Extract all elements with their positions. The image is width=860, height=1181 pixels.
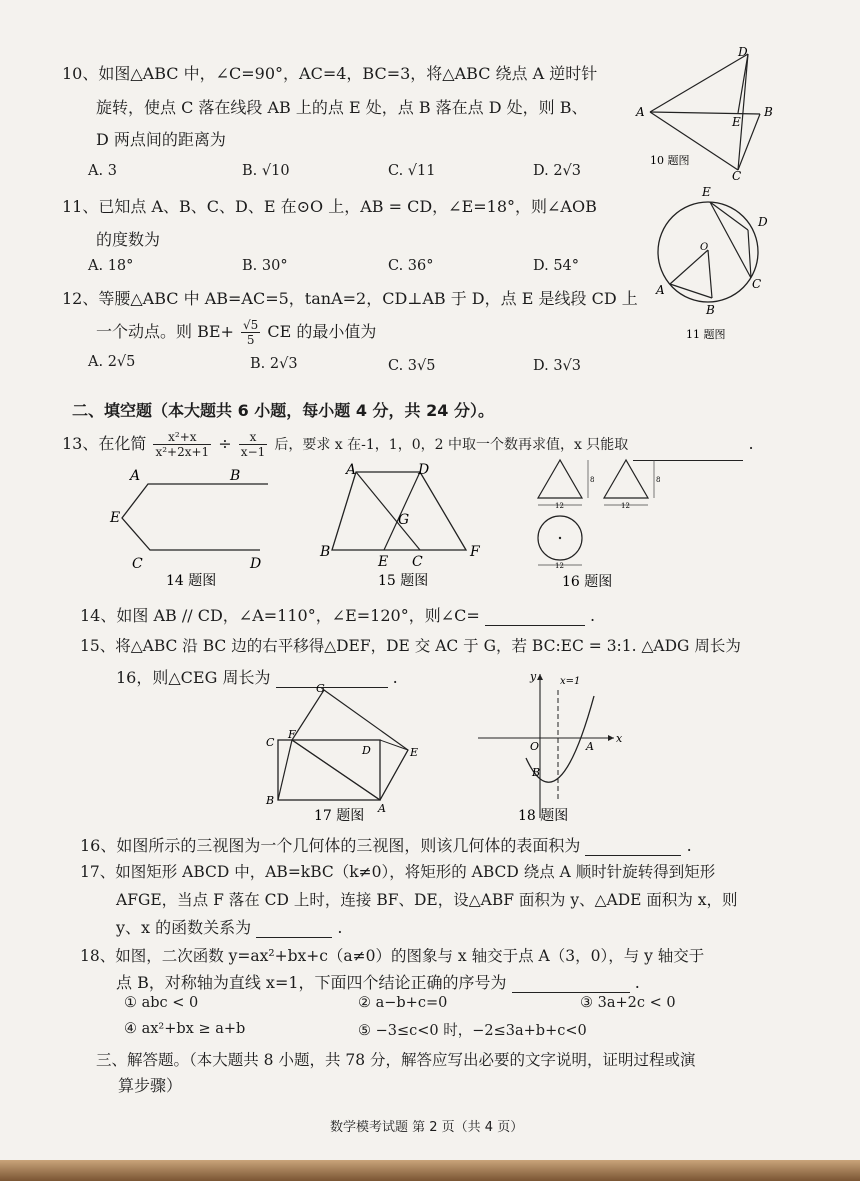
q10-option-a: A. 3 — [88, 163, 117, 179]
q11-option-a: A. 18° — [88, 258, 134, 274]
q10-option-b: B. √10 — [242, 163, 290, 179]
q14-answer-blank[interactable] — [485, 609, 585, 626]
fig10-label-a: A — [636, 105, 645, 119]
q11-option-b: B. 30° — [242, 258, 288, 274]
q12-option-a: A. 2√5 — [88, 354, 136, 370]
q18-line2-text: 点 B，对称轴为直线 x=1，下面四个结论正确的序号为 — [116, 973, 507, 992]
figure-q17 — [260, 680, 430, 825]
fig16-dim-w1: 12 — [555, 502, 564, 510]
q12-line2-post: CE 的最小值为 — [267, 322, 377, 341]
fig11-label-e: E — [702, 185, 711, 199]
q17-line3 — [116, 918, 342, 938]
q13-pre: 13、在化简 — [62, 434, 147, 453]
fig16-dim-h1: 8 — [590, 476, 595, 484]
fig15-label-g: G — [398, 512, 410, 528]
fig15-caption: 15 题图 — [378, 573, 429, 589]
fig17-label-e: E — [410, 746, 419, 759]
figure-q18 — [474, 668, 624, 826]
fig10-caption: 10 题图 — [650, 154, 690, 167]
q13-f2-den: x−1 — [240, 445, 266, 459]
q13-fraction-1 — [153, 430, 211, 459]
fig15-label-c: C — [412, 554, 423, 570]
q11-option-c: C. 36° — [388, 258, 434, 274]
fig18-label-x1: x=1 — [560, 676, 581, 687]
fig17-label-a: A — [378, 802, 386, 815]
q13-fraction-2 — [239, 430, 267, 459]
q13-div: ÷ — [218, 434, 232, 453]
fig18-label-y: y — [530, 670, 537, 683]
fig15-label-b: B — [320, 544, 331, 560]
q18-end: . — [634, 973, 640, 992]
q13-f2-num: x — [239, 430, 267, 445]
q10-option-d: D. 2√3 — [533, 163, 582, 179]
q17-line3-text: y、x 的函数关系为 — [116, 918, 252, 937]
q12-line1: 12、等腰△ABC 中 AB=AC=5，tanA=2，CD⊥AB 于 D，点 E 是线段 CD 上 — [62, 289, 638, 308]
q17-end: . — [337, 918, 343, 937]
q18-item-3: ③ 3a+2c < 0 — [580, 995, 676, 1011]
fig16-caption: 16 题图 — [562, 574, 613, 590]
q12-fraction-num: √5 — [243, 318, 259, 332]
fig17-label-b: B — [266, 794, 275, 807]
q15-line2-text: 16，则△CEG 周长为 — [116, 668, 271, 687]
fig14-label-c: C — [132, 556, 143, 572]
q14-line — [80, 606, 595, 626]
fig17-label-c: C — [266, 736, 275, 749]
q18-item-2: ② a−b+c=0 — [358, 995, 448, 1011]
fig10-label-b: B — [764, 105, 773, 119]
q12-line2-pre: 一个动点。则 BE+ — [96, 322, 234, 341]
q12-line2 — [96, 318, 376, 347]
fig11-caption: 11 题图 — [686, 328, 726, 341]
fig14-label-e: E — [110, 510, 121, 526]
q18-item-5: ⑤ −3≤c<0 时，−2≤3a+b+c<0 — [358, 1023, 587, 1039]
fig18-label-b: B — [532, 766, 541, 779]
fig18-label-x: x — [616, 732, 623, 745]
q16-answer-blank[interactable] — [585, 839, 681, 856]
fig15-label-a: A — [346, 462, 357, 478]
section-3-line2: 算步骤） — [118, 1076, 183, 1095]
figure-q14 — [100, 462, 280, 592]
q18-item-1: ① abc < 0 — [124, 995, 199, 1011]
q17-line1: 17、如图矩形 ABCD 中，AB=kBC（k≠0），将矩形的 ABCD 绕点 A 顺时针旋转得到矩形 — [80, 863, 716, 881]
fig14-caption: 14 题图 — [166, 573, 217, 589]
q12-option-c: C. 3√5 — [388, 358, 436, 374]
fig11-label-b: B — [706, 303, 715, 317]
fig10-label-c: C — [732, 169, 742, 182]
fig17-label-g: G — [316, 682, 325, 695]
q11-line2: 的度数为 — [96, 230, 161, 249]
fig16-dim-w2: 12 — [621, 502, 630, 510]
section-3-line1: 三、解答题。（本大题共 8 小题，共 78 分，解答应写出必要的文字说明，证明过程或演 — [96, 1051, 696, 1069]
fig11-label-a: A — [656, 283, 665, 297]
q14-text: 14、如图 AB // CD，∠A=110°，∠E=120°，则∠C= — [80, 606, 480, 625]
q13-post: 后，要求 x 在-1，1，0，2 中取一个数再求值，x 只能取 — [274, 437, 629, 453]
fig10-label-d: D — [738, 45, 748, 59]
q18-item-4: ④ ax²+bx ≥ a+b — [124, 1021, 246, 1037]
q16-line — [80, 836, 692, 856]
fig17-label-f: F — [288, 728, 296, 741]
q13-f1-den: x²+2x+1 — [155, 445, 210, 459]
q12-option-d: D. 3√3 — [533, 358, 582, 374]
q15-line1: 15、将△ABC 沿 BC 边的右平移得△DEF，DE 交 AC 于 G，若 BC:EC = 3:1. △ADG 周长为 — [80, 637, 741, 655]
fig16-dim-w3: 12 — [555, 562, 564, 570]
q10-line3: D 两点间的距离为 — [96, 130, 226, 149]
figure-q11 — [648, 180, 778, 345]
q10-option-c: C. √11 — [388, 163, 436, 179]
fig17-caption: 17 题图 — [314, 808, 365, 824]
q18-line2 — [116, 973, 640, 993]
q16-text: 16、如图所示的三视图为一个几何体的三视图，则该几何体的表面积为 — [80, 836, 581, 855]
fig15-label-e: E — [378, 554, 389, 570]
q17-answer-blank[interactable] — [256, 921, 332, 938]
fig18-label-a: A — [586, 740, 594, 753]
fig10-label-e: E — [732, 115, 741, 129]
figure-q16 — [530, 452, 670, 592]
q14-end: . — [589, 606, 596, 625]
fig14-label-d: D — [250, 556, 262, 572]
q12-fraction — [241, 318, 260, 347]
fig18-label-o: O — [530, 740, 540, 753]
q15-end: . — [392, 668, 398, 687]
page-edge-shadow — [0, 1160, 860, 1181]
fig15-label-f: F — [470, 544, 480, 560]
q13-f1-num: x²+x — [153, 430, 211, 445]
q11-line1: 11、已知点 A、B、C、D、E 在⊙O 上，AB = CD，∠E=18°，则∠AOB — [62, 197, 597, 216]
section-2-title: 二、填空题（本大题共 6 小题，每小题 4 分，共 24 分）。 — [72, 401, 494, 420]
q10-line2: 旋转，使点 C 落在线段 AB 上的点 E 处，点 B 落在点 D 处，则 B、 — [96, 98, 588, 117]
q12-option-b: B. 2√3 — [250, 356, 298, 372]
page-footer: 数学模考试题 第 2 页（共 4 页） — [330, 1120, 524, 1135]
fig11-label-c: C — [752, 277, 762, 291]
q13-end: . — [748, 434, 754, 453]
q11-option-d: D. 54° — [533, 258, 580, 274]
figure-q10 — [630, 42, 780, 182]
q18-line1: 18、如图，二次函数 y=ax²+bx+c（a≠0）的图象与 x 轴交于点 A（3，0），与 y 轴交于 — [80, 947, 705, 965]
q18-answer-blank[interactable] — [512, 976, 630, 993]
fig16-dim-h2: 8 — [656, 476, 661, 484]
fig15-label-d: D — [418, 462, 430, 478]
fig11-label-d: D — [758, 215, 768, 229]
figure-q15 — [312, 460, 492, 590]
fig17-label-d: D — [362, 744, 371, 757]
fig14-label-b: B — [230, 468, 241, 484]
q17-line2: AFGE，当点 F 落在 CD 上时，连接 BF、DE，设△ABF 面积为 y、△ADE 面积为 x，则 — [116, 891, 738, 909]
fig11-label-o: O — [700, 242, 709, 253]
q12-fraction-den: 5 — [246, 333, 255, 347]
fig18-caption: 18 题图 — [518, 808, 569, 824]
q10-line1: 10、如图△ABC 中，∠C=90°，AC=4，BC=3，将△ABC 绕点 A 逆时针 — [62, 64, 598, 83]
q16-end: . — [686, 836, 692, 855]
fig14-label-a: A — [130, 468, 141, 484]
